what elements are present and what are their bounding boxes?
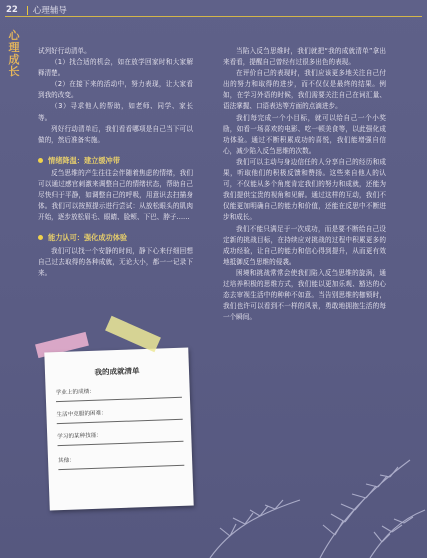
section-heading: [38, 232, 193, 243]
paragraph: 试列好行动清单。: [38, 47, 91, 55]
paragraph: （2）在接下来的活动中，努力表现，让大家看到我的改变。: [38, 80, 193, 100]
achievement-note-card: [44, 348, 193, 511]
paragraph: 列好行动清单后，我们看看哪项是自己当下可以做的，然后准备实施。: [38, 124, 193, 144]
paragraph: 我们不能只满足于一次成功，而是要不断给自己设定新的挑战目标，在持续应对挑战的过程中积累更多的成功经验，让自己的能力和信心得到提升，从而更有效地抵御反刍思维的侵袭。: [223, 224, 386, 266]
note-title: 我的成就清单: [94, 366, 140, 377]
header-divider: [27, 6, 28, 15]
paragraph: 在评价自己的表现时，我们应该更多地关注自己付出的努力和取得的进步，而不仅仅是最终的结果。例如，在学习外语的时候，我们需要关注自己在词汇量、语法掌握、口语表达等方面的点滴进步。: [223, 69, 386, 111]
paragraph: 反刍思维的产生往往会伴随着焦虑的情绪，我们可以通过感官刺激来调整自己的情绪状态，帮助自己尽快归于平静，如调整自己的呼吸，用意识去扫描身体。我们可以按照提示进行尝试：从放松眼头的肌肉开始，逐步放松眉毛、眼睛、脸颊、下巴、脖子……: [38, 168, 193, 222]
bullet-dot-icon: [38, 158, 43, 163]
section-name: 心理辅导: [32, 6, 67, 16]
page-number: 22: [6, 5, 18, 15]
paragraph: 困境和挑战常常会使我们陷入反刍思维的旋涡，通过培养积极的思维方式，我们能以更加乐观、豁达的心态去审视生活中的种种不如意。当告别思维的枷锁时，我们也许可以看到不一样的风景，勇敢地拥抱生活的每一个瞬间。: [223, 268, 386, 322]
paragraph: 当陷入反刍思维时，我们就把“我的成就清单”拿出来看看，提醒自己曾经有过很多出色的表现。: [223, 47, 386, 67]
leaf-decoration-icon: [200, 470, 310, 558]
page-header: [6, 3, 67, 17]
section-title: 情绪降温：建立缓冲带: [48, 155, 120, 165]
paragraph: 我们每完成一个小目标，就可以给自己一个小奖励，如看一场喜欢的电影、吃一顿美食等，以此强化成功体验。通过不断积累成功的喜悦，我们能增强自信心，减少陷入反刍思维的次数。: [223, 113, 386, 155]
note-row-academic: 学业上的成绩：: [56, 384, 182, 402]
paragraph: 我们可以主动与身边信任的人分享自己的经历和成果，听取他们的积极反馈和赞扬。这些来自他人的认可，不仅能从多个角度肯定我们的努力和成就，还能为我们提供宝贵的视角和见解。通过这样的互动，我们不仅能更加明确自己的能力和价值，还能在反思中不断进步和成长。: [223, 157, 386, 222]
header-rule: [5, 16, 422, 17]
note-row-other: 其他：: [58, 452, 184, 470]
right-column: [223, 46, 386, 323]
bullet-dot-icon: [38, 235, 43, 240]
left-column: [38, 46, 193, 279]
yellow-tape: [105, 316, 161, 353]
section-title: 能力认可：强化成功体验: [48, 233, 128, 243]
note-row-skill: 学习的某种技能：: [57, 428, 183, 446]
side-title: 心理成长: [8, 29, 20, 78]
paragraph: 我们可以找一个安静的时间，静下心来仔细回想自己过去取得的各种成就，无论大小，都一一记录下来。: [38, 246, 193, 277]
note-row-difficulty: 生活中克服的困难：: [56, 406, 182, 424]
fern-decoration-icon: [300, 440, 427, 558]
paragraph: （3）寻求他人的帮助，如老师、同学、家长等。: [38, 102, 193, 122]
section-heading: [38, 155, 193, 166]
paragraph: （1）找合适的机会，如在放学回家时和大家解释清楚。: [38, 58, 193, 78]
